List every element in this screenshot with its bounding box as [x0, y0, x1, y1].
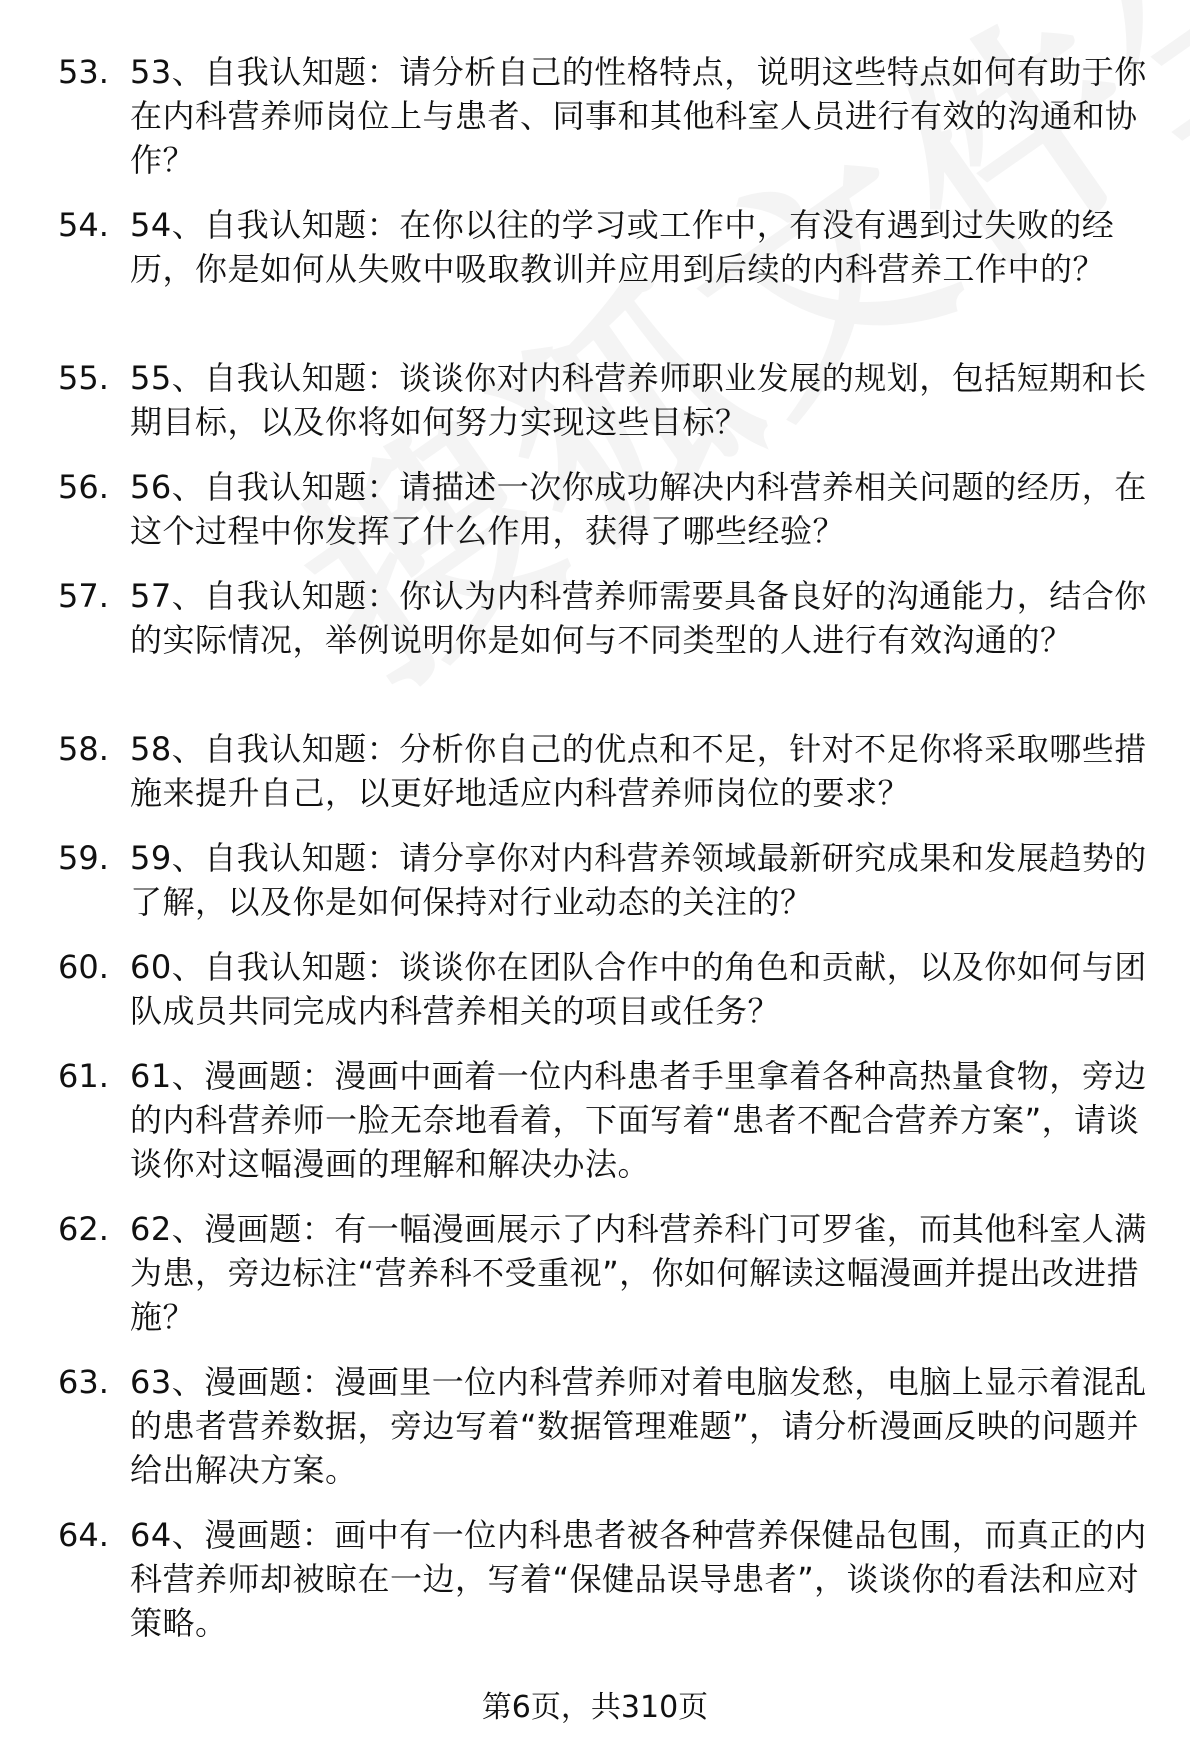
question-text: 57、自我认知题：你认为内科营养师需要具备良好的沟通能力，结合你的实际情况，举例说明你是如何与不同类型的人进行有效沟通的？ — [130, 577, 1147, 659]
question-text: 54、自我认知题：在你以往的学习或工作中，有没有遇到过失败的经历，你是如何从失败中吸取教训并应用到后续的内科营养工作中的？ — [130, 206, 1115, 288]
question-number: 63. — [58, 1363, 109, 1401]
question-number: 60. — [58, 948, 109, 986]
question-text: 55、自我认知题：谈谈你对内科营养师职业发展的规划，包括短期和长期目标，以及你将如何努力实现这些目标？ — [130, 359, 1147, 441]
question-number: 61. — [58, 1057, 109, 1095]
question-number: 64. — [58, 1516, 109, 1554]
question-number: 56. — [58, 468, 109, 506]
question-text: 56、自我认知题：请描述一次你成功解决内科营养相关问题的经历，在这个过程中你发挥了什么作用，获得了哪些经验？ — [130, 468, 1147, 550]
question-number: 57. — [58, 577, 109, 615]
page-number-label: 第6页，共310页 — [481, 1690, 709, 1725]
question-number: 54. — [58, 206, 109, 244]
question-text: 60、自我认知题：谈谈你在团队合作中的角色和贡献，以及你如何与团队成员共同完成内科营养相关的项目或任务？ — [130, 948, 1147, 1030]
question-text: 53、自我认知题：请分析自己的性格特点，说明这些特点如何有助于你在内科营养师岗位上与患者、同事和其他科室人员进行有效的沟通和协作？ — [130, 53, 1147, 179]
question-text: 58、自我认知题：分析你自己的优点和不足，针对不足你将采取哪些措施来提升自己，以更好地适应内科营养师岗位的要求？ — [130, 730, 1147, 812]
question-number: 58. — [58, 730, 109, 768]
question-text: 59、自我认知题：请分享你对内科营养领域最新研究成果和发展趋势的了解，以及你是如何保持对行业动态的关注的？ — [130, 839, 1147, 921]
question-number: 59. — [58, 839, 109, 877]
question-number: 62. — [58, 1210, 109, 1248]
question-text: 63、漫画题：漫画里一位内科营养师对着电脑发愁，电脑上显示着混乱的患者营养数据，旁边写着“数据管理难题”，请分析漫画反映的问题并给出解决方案。 — [130, 1363, 1147, 1489]
question-text: 64、漫画题：画中有一位内科患者被各种营养保健品包围，而真正的内科营养师却被晾在一边，写着“保健品误导患者”，谈谈你的看法和应对策略。 — [130, 1516, 1147, 1642]
question-number: 53. — [58, 53, 109, 91]
question-text: 61、漫画题：漫画中画着一位内科患者手里拿着各种高热量食物，旁边的内科营养师一脸无奈地看着，下面写着“患者不配合营养方案”，请谈谈你对这幅漫画的理解和解决办法。 — [130, 1057, 1147, 1183]
page-footer — [0, 1688, 1190, 1728]
question-number: 55. — [58, 359, 109, 397]
question-text: 62、漫画题：有一幅漫画展示了内科营养科门可罗雀，而其他科室人满为患，旁边标注“营养科不受重视”，你如何解读这幅漫画并提出改进措施？ — [130, 1210, 1147, 1336]
